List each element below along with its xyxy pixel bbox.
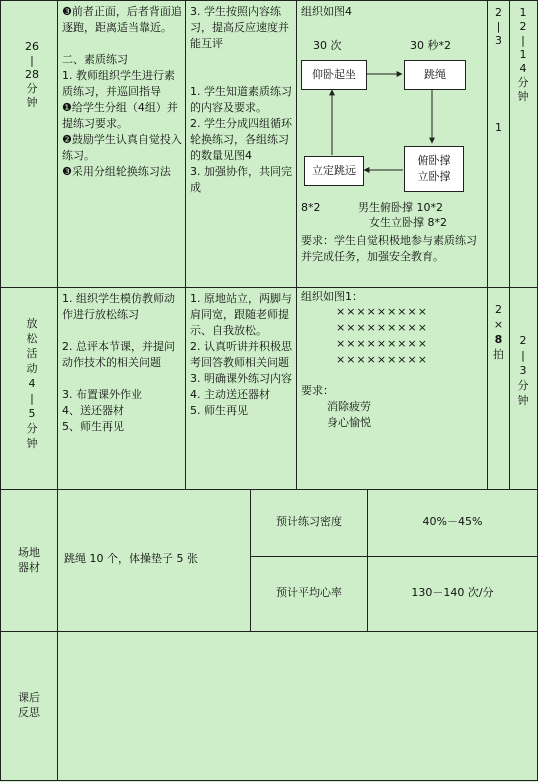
time-char: 活 [26, 347, 38, 360]
reflection-content[interactable] [58, 632, 537, 780]
duration-char: 1 [519, 6, 527, 19]
time-char: 5 [28, 407, 36, 420]
formation-row: ××××××××× [336, 353, 428, 366]
reps-char: 拍 [493, 348, 504, 361]
duration-char: 3 [519, 364, 527, 377]
section1-requirement: 要求：学生自觉积极地参与素质练习并完成任务，加强安全教育。 [301, 234, 477, 263]
duration-char: 1 [519, 48, 527, 61]
note-girls: 女生立卧撑 8*2 [369, 216, 447, 229]
venue-label-line: 器材 [18, 561, 40, 574]
station-pushups: 俯卧撑 立卧撑 [404, 146, 464, 192]
section1-reps [490, 6, 507, 48]
station-situps: 仰卧起坐 [301, 60, 367, 90]
time-char: 放 [26, 317, 38, 330]
reps-char: 2 [495, 303, 502, 316]
col-divider [250, 489, 251, 631]
duration-char: 分 [517, 76, 529, 89]
formation-row: ××××××××× [336, 305, 428, 318]
time-char: | [30, 392, 34, 405]
duration-char: | [521, 349, 525, 362]
reps-char: | [496, 20, 501, 33]
time-char: 分 [26, 82, 38, 95]
time-char: 动 [26, 362, 38, 375]
reflection-label [4, 690, 54, 720]
time-char: 28 [25, 68, 39, 81]
col-divider [367, 489, 368, 631]
density-value: 40%－45% [422, 515, 483, 528]
row-divider [0, 489, 538, 490]
duration-char: | [521, 34, 525, 47]
venue-label-line: 场地 [18, 546, 40, 559]
time-char: 钟 [26, 437, 38, 450]
time-char: 4 [28, 377, 36, 390]
note-boys: 男生俯卧撑 10*2 [358, 201, 443, 214]
table-border-bottom [0, 780, 538, 781]
section2-student-activity: 1. 原地站立，两脚与肩同宽，跟随老师提示、自我放松。 2. 认真听讲并积极思考回答教师相关问题 3. 明确课外练习内容 4. 主动送还器材 5. 师生再见 [190, 292, 292, 417]
section1-student-activity: 3. 学生按照内容练习，提高反应速度并能互评 1. 学生知道素质练习的内容及要求。 2. 学生分成四组循环轮换练习，各组练习的数量见图4 3. 加强协作，共同完成 [190, 5, 292, 194]
reflection-label-line: 反思 [18, 706, 40, 719]
time-char: | [30, 54, 34, 67]
section2-reps [490, 302, 507, 362]
time-char: 分 [26, 422, 38, 435]
station-longjump: 立定跳远 [304, 156, 364, 186]
time-char: 26 [25, 40, 39, 53]
reps-char: 8 [494, 333, 503, 346]
section2-org-title: 组织如图1： [301, 290, 363, 303]
station-jumprope: 跳绳 [404, 60, 466, 90]
reflection-label-line: 课后 [18, 691, 40, 704]
reps-char: 2 [495, 6, 502, 19]
section2-time [20, 316, 44, 451]
section1-reps-bottom: 1 [495, 121, 502, 134]
count-situps: 30 次 [313, 39, 342, 52]
requirement-item: 消除疲劳 [327, 400, 371, 413]
section2-duration [511, 333, 535, 408]
count-jumprope: 30 秒*2 [410, 39, 451, 52]
section1-duration [511, 6, 535, 104]
duration-char: 2 [519, 20, 527, 33]
heart-rate-value: 130－140 次/分 [411, 586, 494, 599]
reps-char: × [493, 318, 504, 331]
note-longjump: 8*2 [301, 201, 321, 214]
section1-teacher-activity: ❸前者正面，后者背面追逐跑，距离适当靠近。 二、素质练习 1. 教师组织学生进行素质练习，并巡回指导 ❶给学生分组（4组）并提练习要求。 ❷鼓励学生认真自觉投入练习。 ❸采用分组轮换练习法 [62, 5, 182, 178]
section2-requirement-label: 要求： [301, 384, 334, 397]
duration-char: 分 [517, 379, 529, 392]
time-char: 钟 [26, 96, 38, 109]
duration-char: 2 [519, 334, 527, 347]
section2-teacher-activity: 1. 组织学生模仿教师动作进行放松练习 2. 总评本节课，并提问动作技术的相关问题 3. 布置课外作业 4、送还器材 5、师生再见 [62, 292, 175, 433]
density-label: 预计练习密度 [276, 515, 342, 528]
equipment-text: 跳绳 10 个，体操垫子 5 张 [64, 552, 198, 565]
venue-label [4, 545, 54, 575]
formation-row: ××××××××× [336, 321, 428, 334]
duration-char: 钟 [517, 394, 529, 407]
formation-row: ××××××××× [336, 337, 428, 350]
section1-org-title: 组织如图4 [301, 5, 352, 18]
duration-char: 4 [519, 62, 527, 75]
requirement-item: 身心愉悦 [327, 416, 371, 429]
reps-char: 3 [495, 34, 502, 47]
row-divider [250, 556, 538, 557]
time-char: 松 [26, 332, 38, 345]
duration-char: 钟 [517, 90, 529, 103]
heart-rate-label: 预计平均心率 [276, 586, 342, 599]
